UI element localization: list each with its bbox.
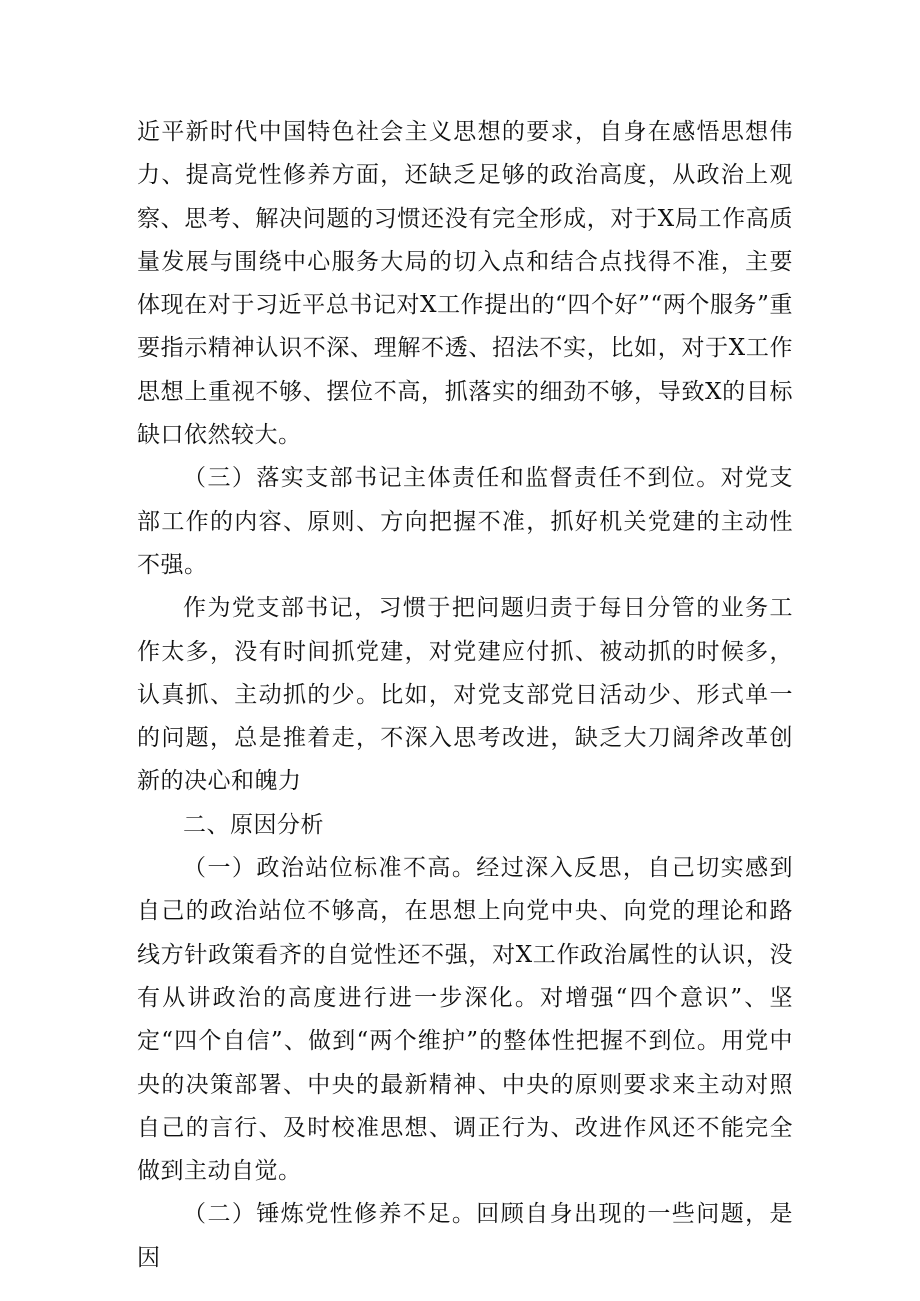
paragraph-political-stance: （一）政治站位标准不高。经过深入反思，自己切实感到自己的政治站位不够高，在思想上向党中央、向党的理论和路线方针政策看齐的自觉性还不强，对X工作政治属性的认识，没有从讲政治的高度进行进一步深化。对增强“四个意识”、坚定“四个自信”、做到“两个维护”的整体性把握不到位。用党中央的决策部署、中央的最新精神、中央的原则要求来主动对照自己的言行、及时校准思想、调正行为、改进作风还不能完全做到主动自觉。	[137, 855, 793, 1185]
paragraph-party-secretary: 作为党支部书记，习惯于把问题归责于每日分管的业务工作太多，没有时间抓党建，对党建应付抓、被动抓的时候多，认真抓、主动抓的少。比如，对党支部党日活动少、形式单一的问题，总是推着走，不深入思考改进，缺乏大刀阔斧改革创新的决心和魄力	[137, 595, 793, 795]
paragraph-section-three: （三）落实支部书记主体责任和监督责任不到位。对党支部工作的内容、原则、方向把握不准，抓好机关党建的主动性不强。	[137, 465, 793, 578]
section-heading-cause-analysis: 二、原因分析	[183, 811, 324, 838]
paragraph-continuation: 近平新时代中国特色社会主义思想的要求，自身在感悟思想伟力、提高党性修养方面，还缺乏足够的政治高度，从政治上观察、思考、解决问题的习惯还没有完全形成，对于X局工作高质量发展与围绕中心服务大局的切入点和结合点找得不准，主要体现在对于习近平总书记对X工作提出的“四个好”“两个服务”重要指示精神认识不深、理解不透、招法不实，比如，对于X工作思想上重视不够、摆位不高，抓落实的细劲不够，导致X的目标缺口依然较大。	[137, 119, 793, 449]
document-body	[137, 111, 793, 1280]
paragraph-party-spirit: （二）锤炼党性修养不足。回顾自身出现的一些问题，是因	[137, 1201, 793, 1271]
